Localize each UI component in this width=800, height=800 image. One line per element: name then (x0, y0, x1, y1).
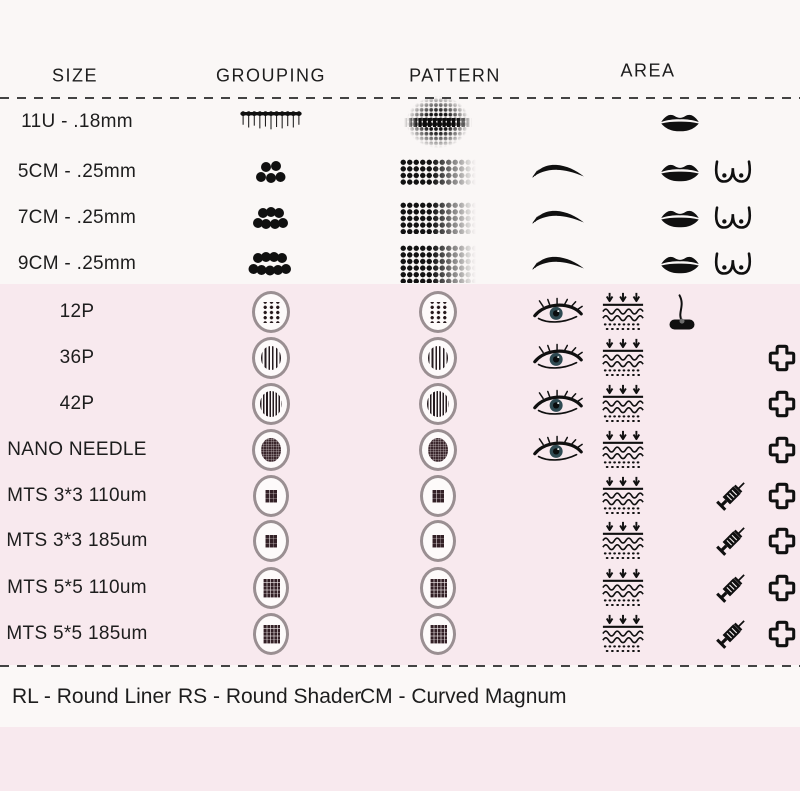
lips-icon (660, 207, 700, 229)
ring-square-3x3-icon (420, 475, 456, 517)
size-label: 5CM - .25mm (17, 161, 137, 182)
medical-cross-icon (769, 483, 796, 510)
syringe-icon (711, 476, 751, 516)
medical-cross-icon (769, 345, 796, 372)
column-header-grouping: GROUPING (215, 65, 327, 86)
skin-layers-icon (601, 430, 645, 471)
dot-cluster-9-icon (248, 250, 294, 278)
medical-cross-icon (769, 575, 796, 602)
lips-icon (660, 161, 700, 183)
size-label: 7CM - .25mm (17, 207, 137, 228)
eyebrow-icon (530, 208, 586, 228)
skin-layers-icon (601, 338, 645, 379)
halftone-fade-pattern (400, 93, 476, 151)
ring-dots-icon (419, 291, 457, 333)
ring-mesh-icon (419, 429, 457, 471)
dot-rows-fade-pattern (400, 202, 476, 234)
syringe-icon (711, 614, 751, 654)
bottom-white-strip (0, 791, 800, 800)
medical-cross-icon (769, 621, 796, 648)
ring-square-3x3-icon (253, 475, 289, 517)
column-header-area: AREA (620, 60, 676, 81)
eye-icon (532, 389, 584, 419)
skin-layers-icon (601, 476, 645, 517)
skin-layers-icon (601, 384, 645, 425)
ring-lines-42-icon (419, 383, 457, 425)
ring-square-3x3-icon (420, 520, 456, 562)
ring-lines-36-icon (252, 337, 290, 379)
ring-dots-icon (252, 291, 290, 333)
legend-item-round-shader: RS - Round Shader (178, 685, 362, 708)
size-label: 42P (59, 393, 95, 414)
breast-icon (714, 252, 752, 276)
skin-layers-icon (601, 568, 645, 609)
legend-item-round-liner: RL - Round Liner (12, 685, 172, 708)
dot-cluster-5-icon (254, 159, 288, 185)
needle-comb-icon (239, 110, 303, 134)
ring-mesh-icon (252, 429, 290, 471)
syringe-icon (711, 521, 751, 561)
size-label: MTS 3*3 110um (7, 485, 147, 506)
footer-divider-dashed (0, 665, 800, 667)
pink-panel-main (0, 284, 800, 665)
ring-square-5x5-icon (253, 613, 289, 655)
hair-follicle-icon (667, 292, 697, 332)
medical-cross-icon (769, 528, 796, 555)
ring-lines-42-icon (252, 383, 290, 425)
size-label: 9CM - .25mm (17, 253, 137, 274)
eyebrow-icon (530, 254, 586, 274)
eye-icon (532, 343, 584, 373)
column-header-size: SIZE (51, 65, 99, 86)
dot-rows-fade-pattern (400, 159, 476, 185)
eyebrow-icon (530, 162, 586, 182)
size-label: MTS 5*5 110um (7, 577, 147, 598)
syringe-icon (711, 568, 751, 608)
breast-icon (714, 160, 752, 184)
size-label: MTS 5*5 185um (6, 623, 148, 644)
eye-icon (532, 297, 584, 327)
size-label: 11U - .18mm (21, 111, 133, 132)
ring-square-5x5-icon (420, 613, 456, 655)
skin-layers-icon (601, 521, 645, 562)
eye-icon (532, 435, 584, 465)
ring-lines-36-icon (419, 337, 457, 379)
breast-icon (714, 206, 752, 230)
lips-icon (660, 253, 700, 275)
dot-cluster-7-icon (251, 205, 291, 231)
skin-layers-icon (601, 614, 645, 655)
skin-layers-icon (601, 292, 645, 333)
size-label: NANO NEEDLE (7, 439, 147, 460)
ring-square-3x3-icon (253, 520, 289, 562)
legend-item-curved-magnum: CM - Curved Magnum (360, 685, 567, 708)
size-label: MTS 3*3 185um (6, 530, 148, 551)
lips-icon (660, 111, 700, 133)
ring-square-5x5-icon (420, 567, 456, 609)
pink-panel-bottom (0, 727, 800, 791)
medical-cross-icon (769, 391, 796, 418)
size-label: 36P (59, 347, 95, 368)
medical-cross-icon (769, 437, 796, 464)
dot-rows-fade-pattern (400, 245, 476, 283)
column-header-pattern: PATTERN (409, 65, 501, 86)
size-label: 12P (59, 301, 95, 322)
ring-square-5x5-icon (253, 567, 289, 609)
